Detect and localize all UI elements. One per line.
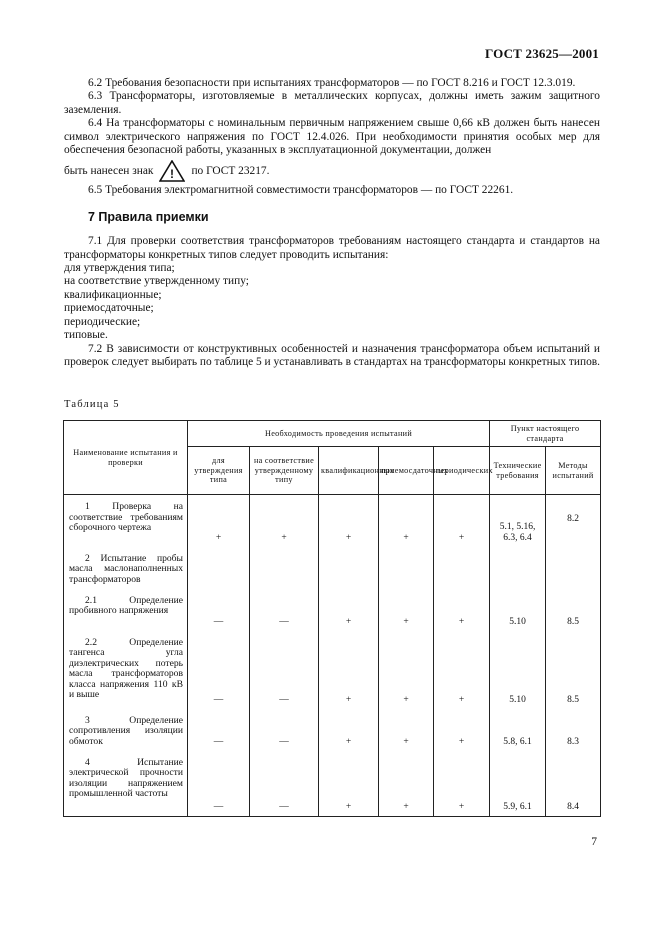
- row-method: 8.3: [546, 709, 601, 751]
- header-test-name: Наименование испытания и проверки: [64, 421, 188, 495]
- row-mark: —: [250, 631, 319, 709]
- row-requirements: 5.9, 6.1: [490, 751, 546, 817]
- paragraph-7-2: 7.2 В зависимости от конструктивных особенностей и назначения трансформатора объем испытаний и проверок следует выбирать по таблице 5 и устанавливать в стандартах на трансформаторы конкретных типов.: [64, 342, 600, 368]
- paragraph-6-3: 6.3 Трансформаторы, изготовляемые в металлических корпусах, должны иметь зажим защитного заземления.: [64, 90, 600, 116]
- row-mark: +: [319, 709, 379, 751]
- header-clause: Пункт настоящего стандарта: [490, 421, 601, 447]
- table-caption: Таблица 5: [64, 399, 120, 410]
- test-type-item: квалификационные;: [64, 288, 162, 301]
- table-row: [64, 709, 601, 751]
- row-mark: [250, 547, 319, 589]
- body-text: [64, 77, 600, 369]
- row-name: 4 Испытание электрической прочности изоляции напряжением промышленной частоты: [64, 751, 188, 817]
- row-mark: +: [319, 495, 379, 547]
- row-mark: [188, 547, 250, 589]
- row-method: 8.5: [546, 631, 601, 709]
- row-requirements: 5.1, 5.16, 6.3, 6.4: [490, 495, 546, 547]
- row-mark: +: [250, 495, 319, 547]
- paragraph-6-5: 6.5 Требования электромагнитной совместимости трансформаторов — по ГОСТ 22261.: [88, 184, 514, 197]
- test-type-item: типовые.: [64, 329, 108, 342]
- header-requirements: Технические требования: [490, 447, 546, 495]
- table-row: [64, 589, 601, 631]
- row-mark: —: [188, 709, 250, 751]
- test-type-item: для утверждения типа;: [64, 262, 175, 275]
- row-method: [546, 547, 601, 589]
- table-row: [64, 495, 601, 547]
- row-mark: [434, 547, 490, 589]
- row-method: 8.4: [546, 751, 601, 817]
- row-mark: +: [434, 751, 490, 817]
- header-qualification: квалификационных: [319, 447, 379, 495]
- row-mark: —: [188, 589, 250, 631]
- header-periodic: периодических: [434, 447, 490, 495]
- warning-sign-symbol: !: [170, 167, 175, 182]
- paragraph-6-4-end: [64, 160, 600, 182]
- row-mark: —: [188, 751, 250, 817]
- paragraph-6-4: 6.4 На трансформаторы с номинальным первичным напряжением свыше 0,66 кВ должен быть нанесен символ электрического напряжения по ГОСТ 12.4.026. При необходимости принятия особых мер для обеспечения безопасной работы, указанных в эксплуатационной документации, должен: [64, 117, 600, 157]
- row-mark: +: [379, 751, 434, 817]
- row-mark: +: [434, 589, 490, 631]
- table-row: [64, 631, 601, 709]
- test-type-item: на соответствие утвержденному типу;: [64, 275, 249, 288]
- row-mark: —: [250, 709, 319, 751]
- test-type-item: периодические;: [64, 315, 141, 328]
- row-method: 8.2: [546, 495, 601, 547]
- row-mark: +: [319, 751, 379, 817]
- header-conformity: на соответствие утвержденному типу: [250, 447, 319, 495]
- sign-text-after: по ГОСТ 23217.: [191, 164, 270, 177]
- table-row: [64, 751, 601, 817]
- row-mark: +: [434, 709, 490, 751]
- row-mark: +: [379, 495, 434, 547]
- sign-text-before: быть нанесен знак: [64, 164, 154, 177]
- row-requirements: 5.10: [490, 631, 546, 709]
- header-methods: Методы испытаний: [546, 447, 601, 495]
- table-row: [64, 547, 601, 589]
- paragraph-7-1: 7.1 Для проверки соответствия трансформаторов требованиям настоящего стандарта и стандартов на трансформаторы конкретных типов следует проводить испытания:: [64, 235, 600, 261]
- row-mark: +: [434, 631, 490, 709]
- row-name: 3 Определение сопротивления изоляции обмоток: [64, 709, 188, 751]
- row-mark: —: [250, 589, 319, 631]
- row-mark: +: [379, 709, 434, 751]
- paragraph-6-2: 6.2 Требования безопасности при испытаниях трансформаторов — по ГОСТ 8.216 и ГОСТ 12.3.019.: [88, 77, 576, 89]
- header-necessity: Необходимость проведения испытаний: [188, 421, 490, 447]
- row-method: 8.5: [546, 589, 601, 631]
- row-requirements: 5.10: [490, 589, 546, 631]
- row-name: 2.1 Определение пробивного напряжения: [64, 589, 188, 631]
- warning-triangle-icon: [159, 160, 185, 182]
- row-name: 1 Проверка на соответствие требованиям сборочного чертежа: [64, 495, 188, 547]
- table-5: [63, 420, 601, 817]
- page-number: 7: [591, 836, 597, 848]
- section-title: 7 Правила приемки: [88, 209, 209, 224]
- document-code: ГОСТ 23625—2001: [484, 46, 599, 61]
- row-mark: —: [188, 631, 250, 709]
- test-type-item: приемосдаточные;: [64, 302, 154, 315]
- header-type-approval: для утверждения типа: [188, 447, 250, 495]
- row-mark: +: [379, 631, 434, 709]
- row-mark: +: [188, 495, 250, 547]
- row-requirements: [490, 547, 546, 589]
- row-mark: +: [319, 589, 379, 631]
- row-mark: [319, 547, 379, 589]
- row-mark: +: [379, 589, 434, 631]
- row-mark: [379, 547, 434, 589]
- row-name: 2.2 Определение тангенса угла диэлектрических потерь масла трансформаторов класса напряжения 110 кВ и выше: [64, 631, 188, 709]
- header-acceptance: приемосдаточных: [379, 447, 434, 495]
- row-name: 2 Испытание пробы масла маслонаполненных трансформаторов: [64, 547, 188, 589]
- row-mark: +: [319, 631, 379, 709]
- row-requirements: 5.8, 6.1: [490, 709, 546, 751]
- row-mark: —: [250, 751, 319, 817]
- row-mark: +: [434, 495, 490, 547]
